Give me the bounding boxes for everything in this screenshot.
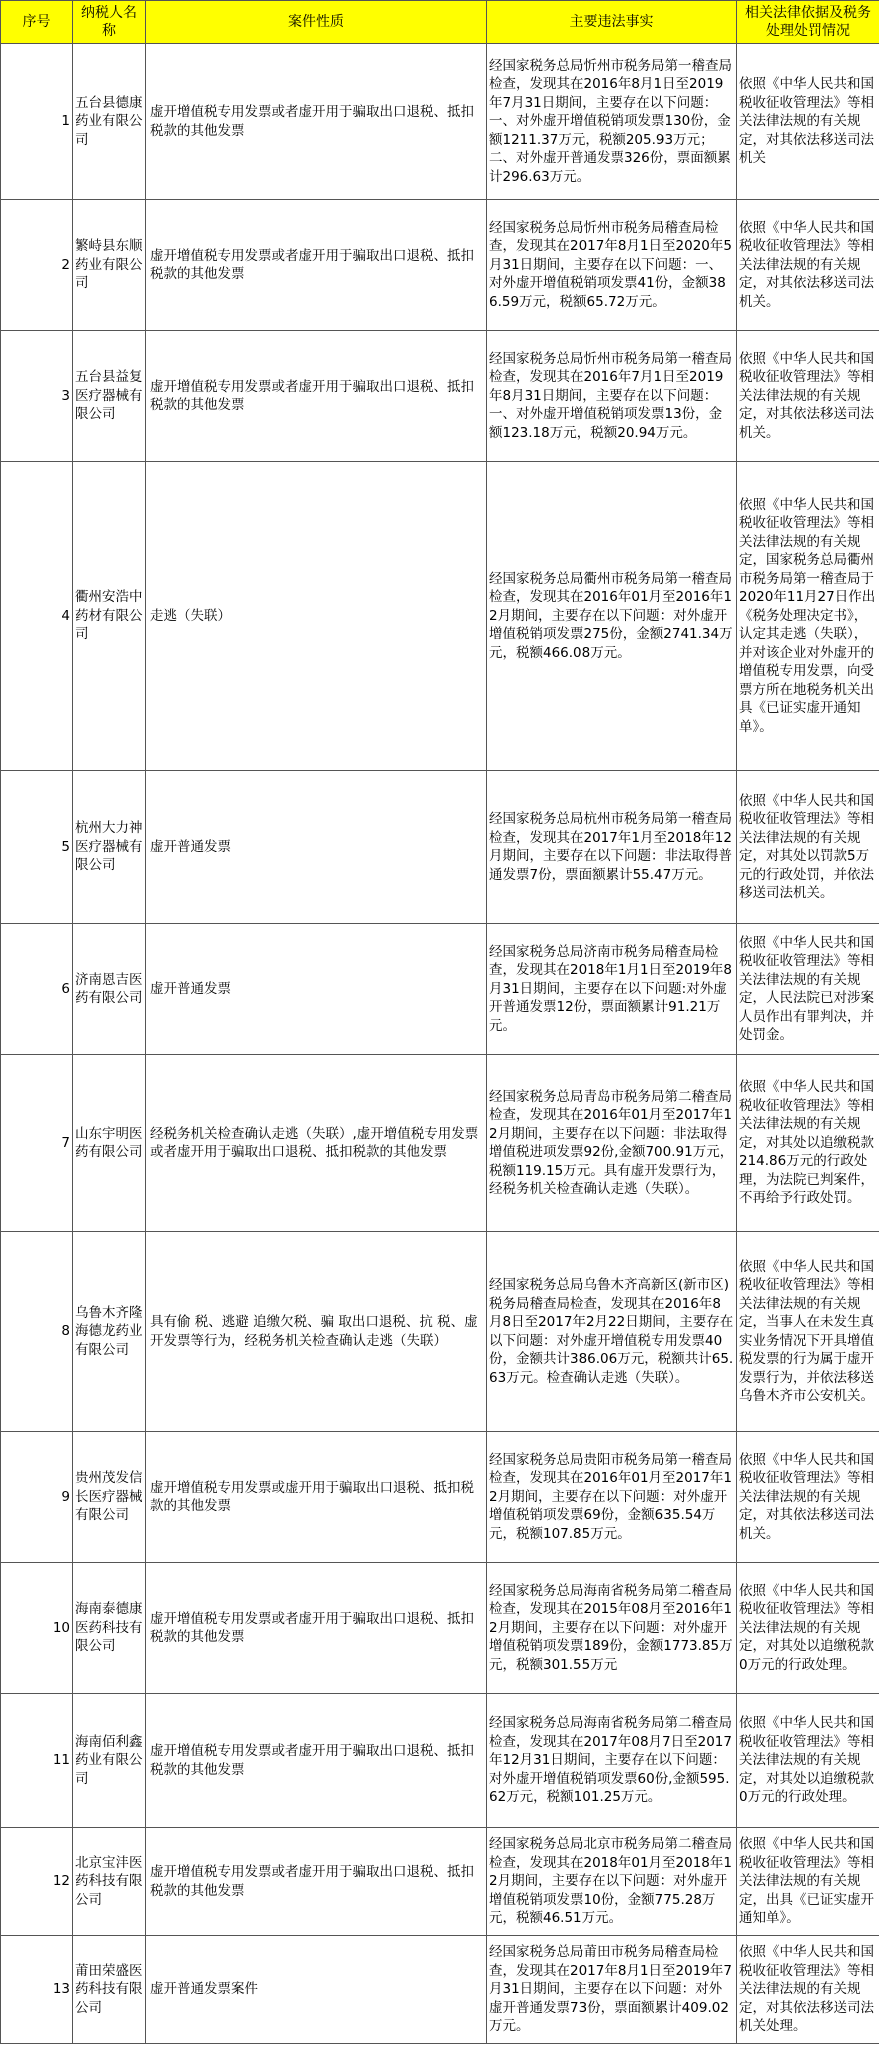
row-index: 12	[1, 1828, 73, 1936]
row-nature: 虚开普通发票	[146, 924, 487, 1055]
row-basis: 依照《中华人民共和国税收征收管理法》等相关法律法规的有关规定，对其处以罚款5万元的行政处罚，并依法移送司法机关。	[737, 771, 879, 924]
row-index: 13	[1, 1936, 73, 2044]
row-nature: 虚开增值税专用发票或者虚开用于骗取出口退税、抵扣税款的其他发票	[146, 44, 487, 200]
row-basis: 依照《中华人民共和国税收征收管理法》等相关法律法规的有关规定，对其依法移送司法机关。	[737, 331, 879, 462]
row-index: 6	[1, 924, 73, 1055]
row-index: 8	[1, 1232, 73, 1432]
row-nature: 虚开增值税专用发票或者虚开用于骗取出口退税、抵扣税款的其他发票	[146, 1694, 487, 1828]
row-facts: 经国家税务总局忻州市税务局第一稽查局检查，发现其在2016年8月1日至2019年7月31日期间，主要存在以下问题：一、对外虚开增值税销项发票130份，金额1211.37万元，税额205.93万元；二、对外虚开普通发票326份，票面额累计296.63万元。	[487, 44, 737, 200]
row-facts: 经国家税务总局贵阳市税务局第一稽查局检查，发现其在2016年01月至2017年12月期间，主要存在以下问题：对外虚开增值税销项发票69份，金额635.54万元，税额107.85万元。	[487, 1432, 737, 1563]
row-basis: 依照《中华人民共和国税收征收管理法》等相关法律法规的有关规定，对其处以追缴税款0万元的行政处理。	[737, 1563, 879, 1694]
row-index: 5	[1, 771, 73, 924]
row-facts: 经国家税务总局忻州市税务局第一稽查局检查，发现其在2016年7月1日至2019年8月31日期间，主要存在以下问题：一、对外虚开增值税销项发票13份，金额123.18万元，税额20.94万元。	[487, 331, 737, 462]
row-facts: 经国家税务总局青岛市税务局第二稽查局检查，发现其在2016年01月至2017年12月期间，主要存在以下问题：非法取得增值税进项发票92份,金额700.91万元，税额119.15万元。具有虚开发票行为，经税务机关检查确认走逃（失联）。	[487, 1055, 737, 1232]
row-facts: 经国家税务总局济南市税务局稽查局检查，发现其在2018年1月1日至2019年8月31日期间，主要存在以下问题:对外虚开普通发票12份，票面额累计91.21万元。	[487, 924, 737, 1055]
row-facts: 经国家税务总局北京市税务局第二稽查局检查，发现其在2018年01月至2018年12月期间，主要存在以下问题：对外虚开增值税销项发票10份，金额775.28万元，税额46.51万元。	[487, 1828, 737, 1936]
row-facts: 经国家税务总局杭州市税务局第一稽查局检查，发现其在2017年1月至2018年12月期间，主要存在以下问题：非法取得普通发票7份，票面额累计55.47万元。	[487, 771, 737, 924]
row-nature: 虚开普通发票	[146, 771, 487, 924]
row-index: 11	[1, 1694, 73, 1828]
row-taxpayer: 五台县益复医疗器械有限公司	[73, 331, 146, 462]
row-facts: 经国家税务总局忻州市税务局稽查局检查，发现其在2017年8月1日至2020年5月31日期间，主要存在以下问题：一、对外虚开增值税销项发票41份，金额386.59万元，税额65.72万元。	[487, 200, 737, 331]
table-row	[1, 924, 879, 1055]
table-row	[1, 331, 879, 462]
row-taxpayer: 北京宝沣医药科技有限公司	[73, 1828, 146, 1936]
row-basis: 依照《中华人民共和国税收征收管理法》等相关法律法规的有关规定，当事人在未发生真实业务情况下开具增值税发票的行为属于虚开发票行为，并依法移送乌鲁木齐市公安机关。	[737, 1232, 879, 1432]
table-row	[1, 1232, 879, 1432]
table-row	[1, 1432, 879, 1563]
header-basis: 相关法律依据及税务处理处罚情况	[737, 1, 879, 44]
row-facts: 经国家税务总局海南省税务局第二稽查局检查，发现其在2015年08月至2016年12月期间，主要存在以下问题：对外虚开增值税销项发票189份，金额1773.85万元，税额301.55万元	[487, 1563, 737, 1694]
row-taxpayer: 乌鲁木齐隆海德龙药业有限公司	[73, 1232, 146, 1432]
row-taxpayer: 山东宇明医药有限公司	[73, 1055, 146, 1232]
row-index: 4	[1, 462, 73, 771]
row-nature: 虚开增值税专用发票或者虚开用于骗取出口退税、抵扣税款的其他发票	[146, 331, 487, 462]
header-facts: 主要违法事实	[487, 1, 737, 44]
table-row	[1, 1828, 879, 1936]
row-taxpayer: 贵州茂发信长医疗器械有限公司	[73, 1432, 146, 1563]
row-basis: 依照《中华人民共和国税收征收管理法》等相关法律法规的有关规定，对其依法移送司法机关	[737, 44, 879, 200]
table-row	[1, 462, 879, 771]
table-row	[1, 200, 879, 331]
row-facts: 经国家税务总局海南省税务局第二稽查局检查，发现其在2017年08月7日至2017年12月31日期间，主要存在以下问题：对外虚开增值税销项发票60份,金额595.62万元，税额101.25万元。	[487, 1694, 737, 1828]
row-nature: 经税务机关检查确认走逃（失联）,虚开增值税专用发票或者虚开用于骗取出口退税、抵扣税款的其他发票	[146, 1055, 487, 1232]
row-facts: 经国家税务总局乌鲁木齐高新区(新市区)税务局稽查局检查，发现其在2016年8月8日至2017年2月22日期间，主要存在以下问题：对外虚开增值税专用发票40份，金额共计386.06万元，税额共计65.63万元。检查确认走逃（失联）。	[487, 1232, 737, 1432]
table-row	[1, 771, 879, 924]
header-taxpayer: 纳税人名称	[73, 1, 146, 44]
row-nature: 虚开增值税专用发票或者虚开用于骗取出口退税、抵扣税款的其他发票	[146, 1563, 487, 1694]
row-taxpayer: 杭州大力神医疗器械有限公司	[73, 771, 146, 924]
row-basis: 依照《中华人民共和国税收征收管理法》等相关法律法规的有关规定，对其处以追缴税款214.86万元的行政处理，为法院已判案件，不再给予行政处罚。	[737, 1055, 879, 1232]
row-taxpayer: 莆田荣盛医药科技有限公司	[73, 1936, 146, 2044]
row-facts: 经国家税务总局衢州市税务局第一稽查局检查，发现其在2016年01月至2016年12月期间，主要存在以下问题：对外虚开增值税销项发票275份，金额2741.34万元，税额466.08万元。	[487, 462, 737, 771]
row-basis: 依照《中华人民共和国税收征收管理法》等相关法律法规的有关规定，人民法院已对涉案人员作出有罪判决，并处罚金。	[737, 924, 879, 1055]
row-facts: 经国家税务总局莆田市税务局稽查局检查，发现其在2017年8月1日至2019年7月31日期间，主要存在以下问题：对外虚开普通发票73份，票面额累计409.02万元。	[487, 1936, 737, 2044]
row-taxpayer: 繁峙县东顺药业有限公司	[73, 200, 146, 331]
row-taxpayer: 衢州安浩中药材有限公司	[73, 462, 146, 771]
row-basis: 依照《中华人民共和国税收征收管理法》等相关法律法规的有关规定，出具《已证实虚开通知单》。	[737, 1828, 879, 1936]
row-index: 2	[1, 200, 73, 331]
row-nature: 虚开增值税专用发票或者虚开用于骗取出口退税、抵扣税款的其他发票	[146, 200, 487, 331]
row-nature: 走逃（失联）	[146, 462, 487, 771]
row-taxpayer: 济南恩吉医药有限公司	[73, 924, 146, 1055]
row-basis: 依照《中华人民共和国税收征收管理法》等相关法律法规的有关规定，对其依法移送司法机关处理。	[737, 1936, 879, 2044]
row-index: 7	[1, 1055, 73, 1232]
row-index: 9	[1, 1432, 73, 1563]
table-row	[1, 1694, 879, 1828]
row-nature: 具有偷 税、逃避 追缴欠税、骗 取出口退税、抗 税、虚开发票等行为，经税务机关检查确认走逃（失联）	[146, 1232, 487, 1432]
row-basis: 依照《中华人民共和国税收征收管理法》等相关法律法规的有关规定，对其依法移送司法机关。	[737, 200, 879, 331]
row-basis: 依照《中华人民共和国税收征收管理法》等相关法律法规的有关规定，对其处以追缴税款0万元的行政处理。	[737, 1694, 879, 1828]
row-index: 1	[1, 44, 73, 200]
row-nature: 虚开增值税专用发票或者虚开用于骗取出口退税、抵扣税款的其他发票	[146, 1828, 487, 1936]
row-basis: 依照《中华人民共和国税收征收管理法》等相关法律法规的有关规定，国家税务总局衢州市税务局第一稽查局于2020年11月27日作出《税务处理决定书》，认定其走逃（失联），并对该企业对外虚开的增值税专用发票，向受票方所在地税务机关出具《已证实虚开通知单》。	[737, 462, 879, 771]
row-taxpayer: 海南泰德康医药科技有限公司	[73, 1563, 146, 1694]
table-row	[1, 1936, 879, 2044]
table-row	[1, 1055, 879, 1232]
row-basis: 依照《中华人民共和国税收征收管理法》等相关法律法规的有关规定，对其依法移送司法机关。	[737, 1432, 879, 1563]
row-nature: 虚开增值税专用发票或虚开用于骗取出口退税、抵扣税款的其他发票	[146, 1432, 487, 1563]
row-index: 10	[1, 1563, 73, 1694]
row-nature: 虚开普通发票案件	[146, 1936, 487, 2044]
row-taxpayer: 五台县德康药业有限公司	[73, 44, 146, 200]
header-nature: 案件性质	[146, 1, 487, 44]
table-row	[1, 44, 879, 200]
header-index: 序号	[1, 1, 73, 44]
header-row	[1, 1, 879, 44]
row-taxpayer: 海南佰利鑫药业有限公司	[73, 1694, 146, 1828]
table-row	[1, 1563, 879, 1694]
row-index: 3	[1, 331, 73, 462]
